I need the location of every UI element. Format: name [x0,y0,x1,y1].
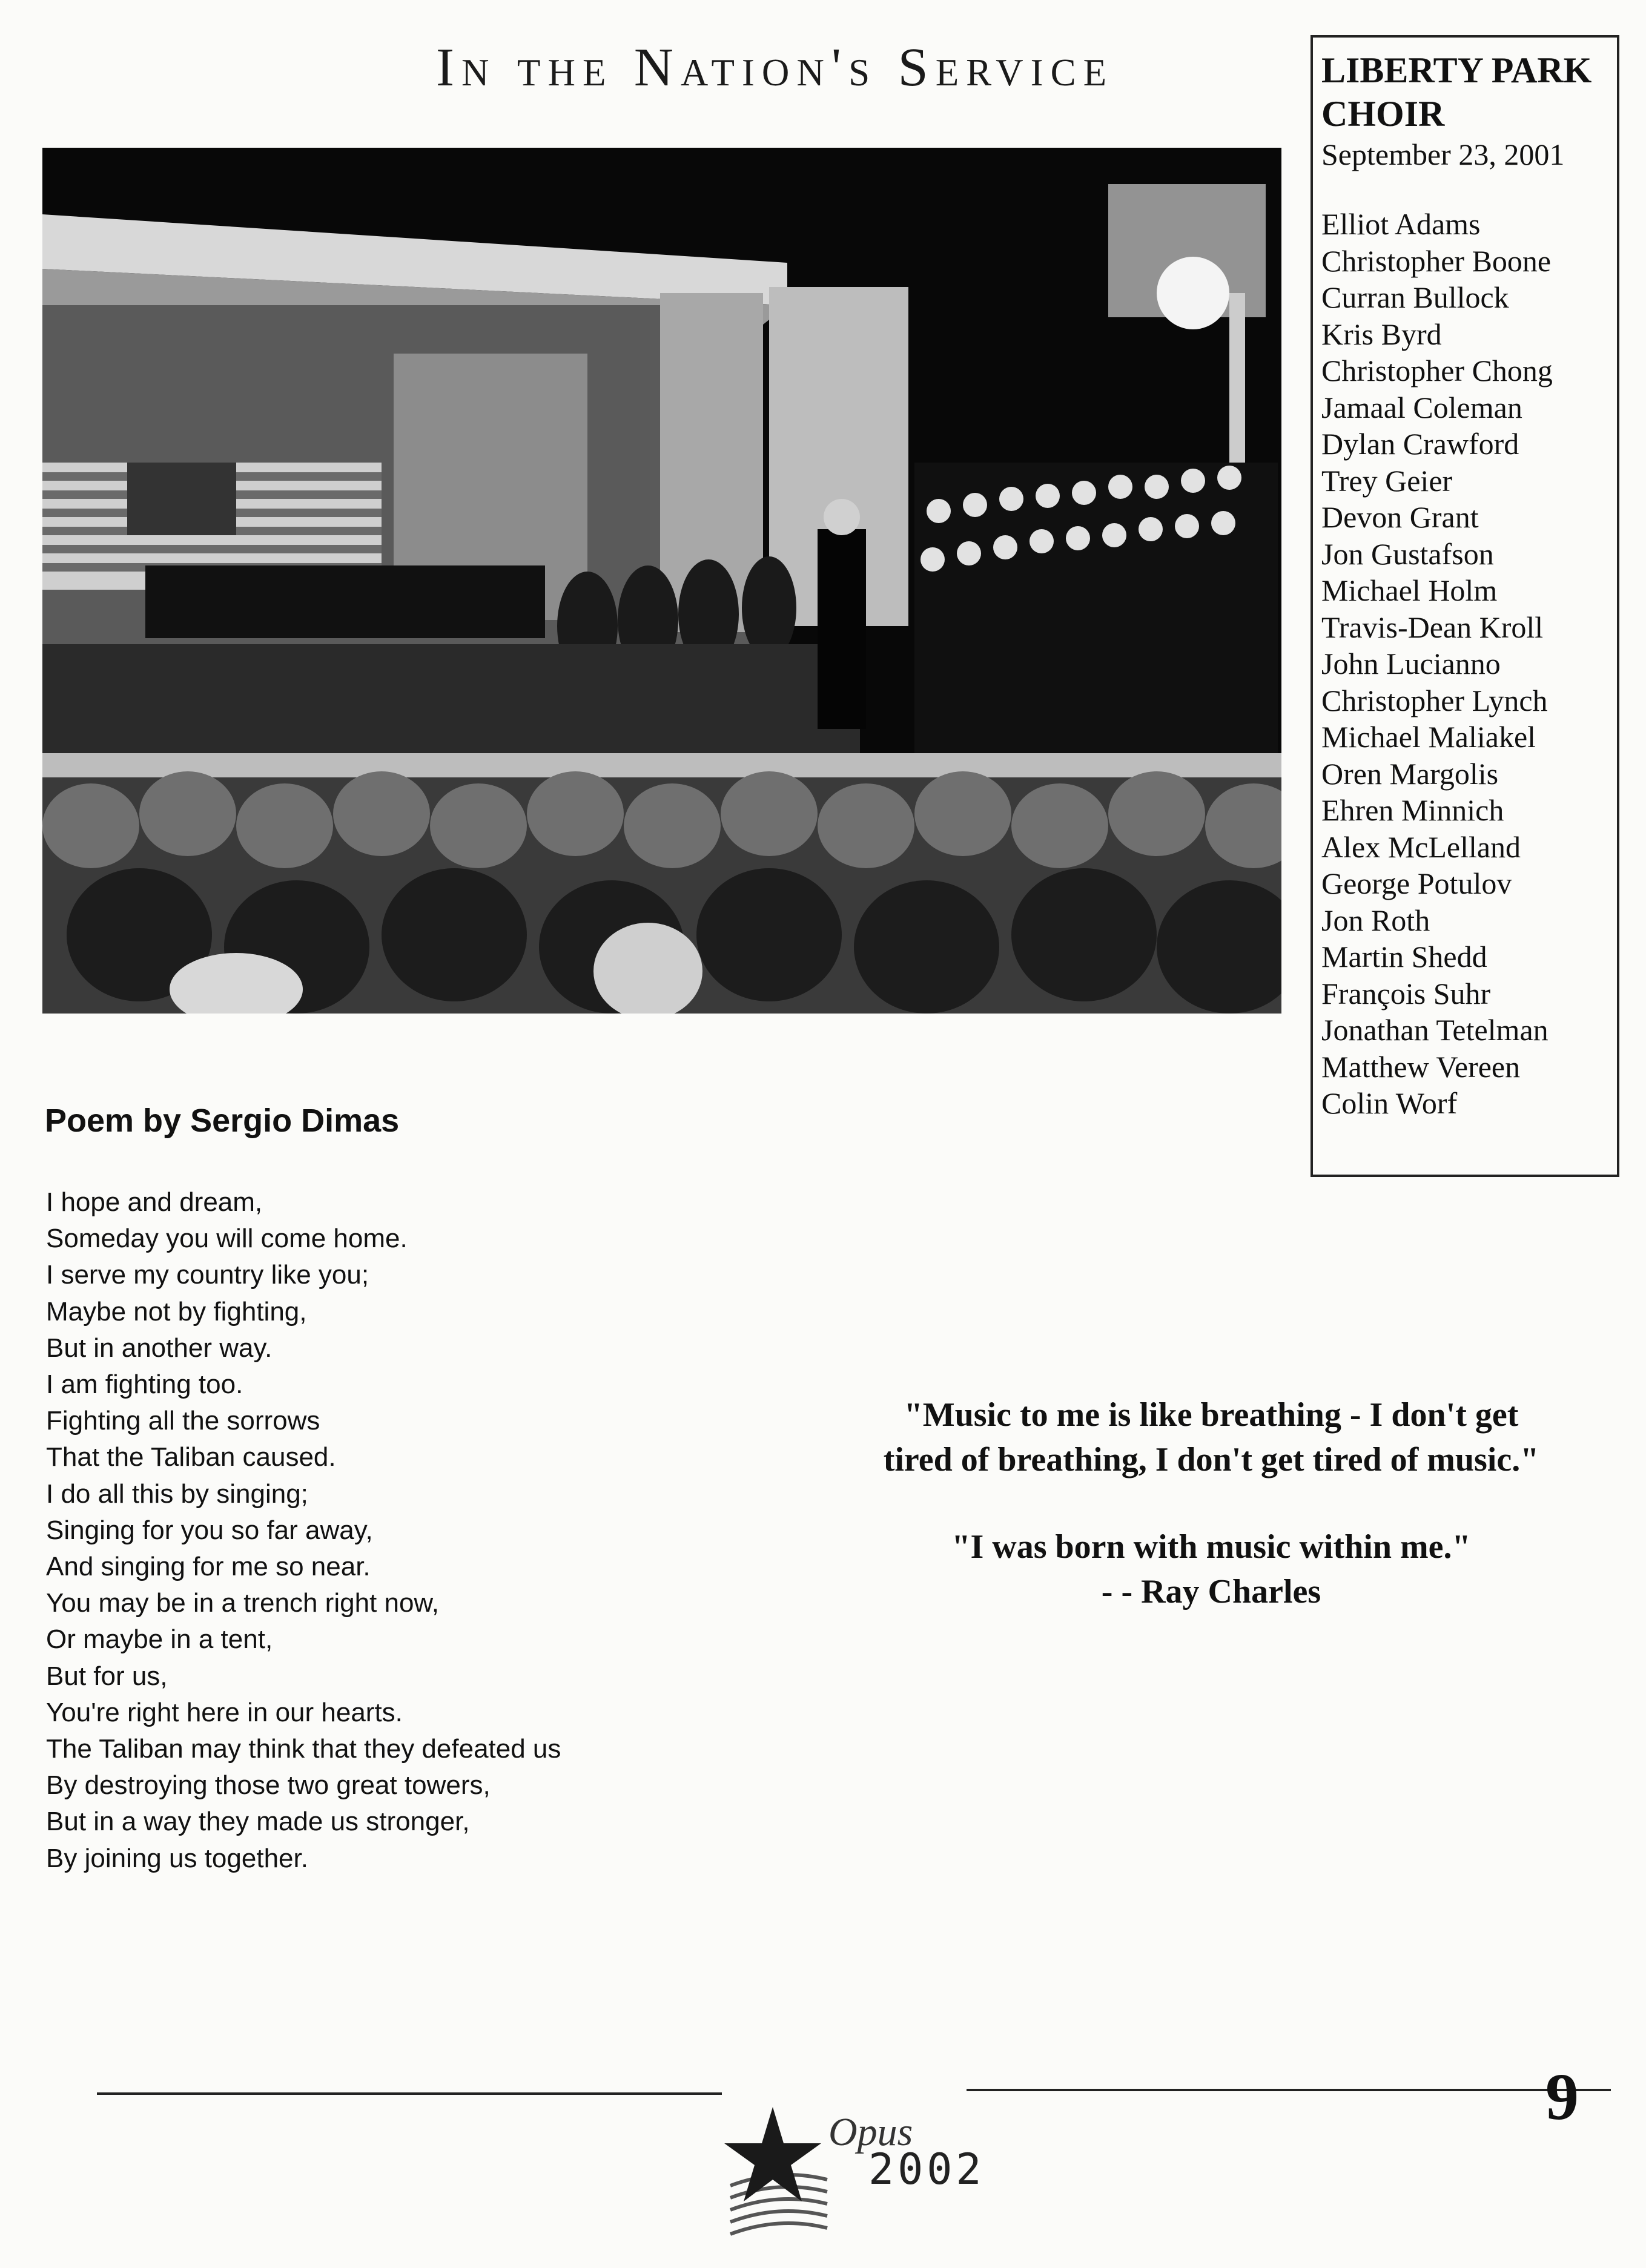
roster-member: Elliot Adams [1321,207,1481,241]
roster-member: John Lucianno [1321,647,1501,681]
roster-member: Travis-Dean Kroll [1321,610,1544,644]
roster-member: Curran Bullock [1321,280,1509,314]
poem-heading: Poem by Sergio Dimas [45,1103,400,1139]
poem-line: Fighting all the sorrows [46,1406,320,1436]
poem-line: That the Taliban caused. [46,1442,336,1472]
poem-line: But for us, [46,1661,168,1691]
roster-member: Kris Byrd [1321,317,1442,351]
poem-line: By joining us together. [46,1843,308,1873]
poem-line: You may be in a trench right now, [46,1588,439,1618]
roster-member: Michael Holm [1321,573,1498,607]
roster-member: Trey Geier [1321,463,1453,498]
poem-line: I hope and dream, [46,1187,263,1217]
quote-attribution: - - Ray Charles [1101,1573,1321,1610]
poem-line: Maybe not by fighting, [46,1296,307,1327]
roster-member: Ehren Minnich [1321,793,1504,827]
quote-line: "Music to me is like breathing - I don't get [904,1396,1519,1434]
poem-line: You're right here in our hearts. [46,1697,403,1727]
roster-member: François Suhr [1321,976,1491,1010]
roster-date: September 23, 2001 [1321,137,1565,171]
poem-line: I do all this by singing; [46,1478,308,1509]
roster-member: Dylan Crawford [1321,427,1519,461]
roster-member: Alex McLelland [1321,829,1521,864]
roster-member: Jon Roth [1321,903,1430,937]
poem-line: I serve my country like you; [46,1260,369,1290]
roster-member: Jamaal Coleman [1321,390,1522,424]
poem-line: I am fighting too. [46,1370,243,1400]
roster-member: Oren Margolis [1321,756,1499,791]
roster-member: Devon Grant [1321,500,1479,534]
footer-rule-left [97,2092,722,2095]
footer-rule-right [967,2089,1611,2091]
poem-line: Or maybe in a tent, [46,1624,273,1655]
page-title: In the Nation's Service [436,38,1114,97]
choir-roster-box [1311,35,1619,1177]
roster-member: Christopher Lynch [1321,683,1548,717]
roster-member: Christopher Chong [1321,354,1553,387]
roster-list [1321,206,1606,1122]
quote-line: "I was born with music within me." [951,1528,1471,1566]
poem-line: But in a way they made us stronger, [46,1807,470,1837]
page-number: 9 [1545,2060,1579,2134]
quotes-block [787,1393,1635,1614]
roster-member: Matthew Vereen [1321,1049,1521,1084]
poem-line: Someday you will come home. [46,1224,408,1254]
poem-line: But in another way. [46,1333,273,1363]
quote-line: tired of breathing, I don't get tired of music." [883,1441,1539,1478]
logo-word: Opus [828,2110,913,2154]
roster-member: Martin Shedd [1321,940,1487,974]
roster-member: George Potulov [1321,866,1512,900]
roster-member: Christopher Boone [1321,243,1552,278]
poem-line: The Taliban may think that they defeated us [46,1734,561,1764]
poem-text [46,1184,561,1877]
poem-line: And singing for me so near. [46,1552,371,1582]
roster-member: Colin Worf [1321,1086,1458,1120]
logo-year: 2002 [868,2144,985,2194]
poem-line: By destroying those two great towers, [46,1770,491,1801]
concert-photo [42,148,1281,1014]
roster-member: Michael Maliakel [1321,720,1536,754]
roster-title: LIBERTY PARK CHOIR [1321,50,1592,134]
roster-member: Jon Gustafson [1321,536,1494,571]
poem-line: Singing for you so far away, [46,1515,373,1545]
roster-member: Jonathan Tetelman [1321,1013,1548,1047]
